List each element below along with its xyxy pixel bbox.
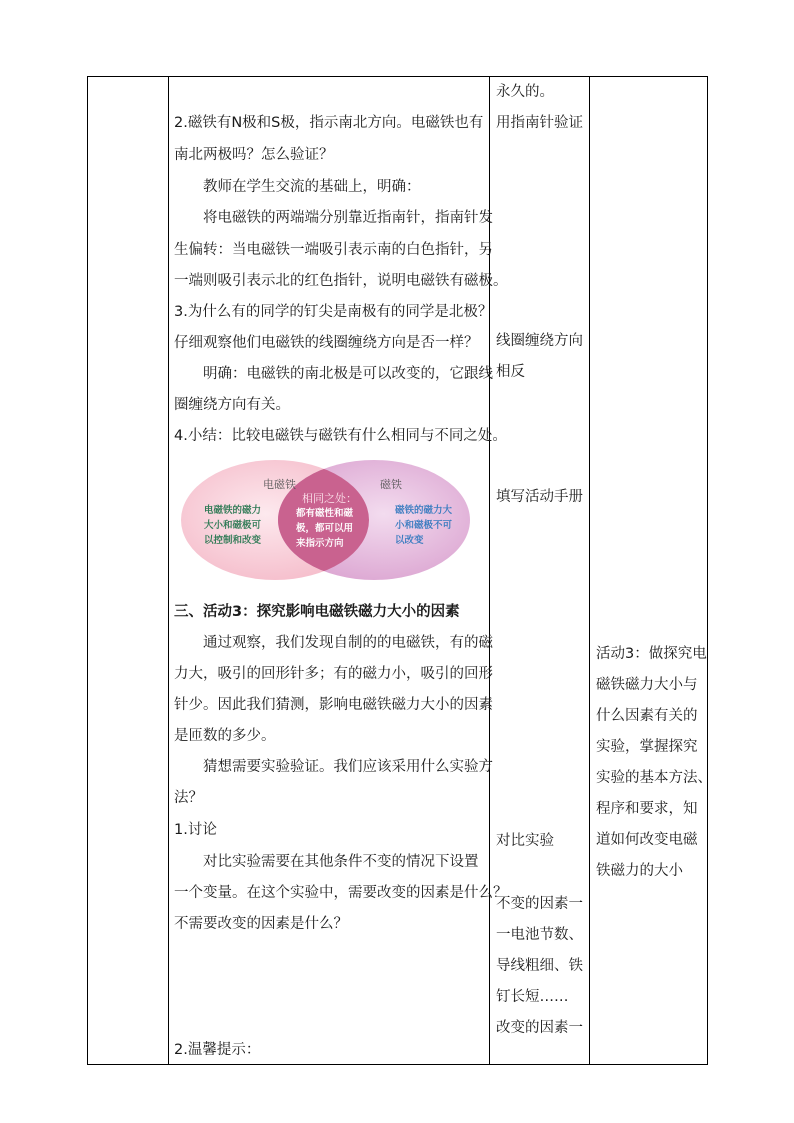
table-left-border bbox=[87, 76, 88, 1065]
goal-line-4: 实验，掌握探究 bbox=[596, 739, 698, 755]
tips-heading: 2.温馨提示： bbox=[174, 1042, 261, 1058]
activity-3-para-1-line-2: 力大，吸引的回形针多；有的磁力小，吸引的回形 bbox=[174, 666, 493, 682]
student-constant-line-1: 不变的因素一 bbox=[496, 896, 583, 912]
summary-question: 4.小结：比较电磁铁与磁铁有什么相同与不同之处。 bbox=[174, 428, 507, 444]
venn-left-text-1: 电磁铁的磁力 bbox=[204, 505, 262, 516]
student-coil-line-1: 线圈缠绕方向 bbox=[496, 333, 583, 349]
venn-center-text-3: 来指示方向 bbox=[296, 538, 344, 549]
goal-line-3: 什么因素有关的 bbox=[596, 708, 698, 724]
activity-3-para-1-line-1: 通过观察，我们发现自制的的电磁铁，有的磁 bbox=[203, 635, 493, 651]
teacher-clarify: 教师在学生交流的基础上，明确： bbox=[203, 179, 421, 195]
question-3-line-2: 仔细观察他们电磁铁的线圈缠绕方向是否一样？ bbox=[174, 335, 479, 351]
answer-2-line-1: 将电磁铁的两端端分别靠近指南针，指南针发 bbox=[203, 210, 493, 226]
student-permanent: 永久的。 bbox=[496, 84, 554, 100]
venn-diagram bbox=[178, 458, 478, 584]
goal-line-5: 实验的基本方法、 bbox=[596, 770, 712, 786]
student-constant-line-3: 导线粗细、铁 bbox=[496, 958, 583, 974]
table-top-border bbox=[87, 76, 708, 77]
answer-2-line-2: 生偏转：当电磁铁一端吸引表示南的白色指针，另 bbox=[174, 242, 493, 258]
venn-right-text-3: 以改变 bbox=[395, 535, 424, 546]
goal-line-2: 磁铁磁力大小与 bbox=[596, 677, 698, 693]
student-coil-line-2: 相反 bbox=[496, 364, 525, 380]
question-3-line-1: 3.为什么有的同学的钉尖是南极有的同学是北极？ bbox=[174, 304, 493, 320]
discussion-heading: 1.讨论 bbox=[174, 822, 217, 838]
table-right-border bbox=[707, 76, 708, 1065]
activity-3-para-2-line-2: 法？ bbox=[174, 790, 203, 806]
activity-3-para-1-line-4: 是匝数的多少。 bbox=[174, 728, 276, 744]
student-contrast: 对比实验 bbox=[496, 833, 554, 849]
goal-line-7: 道如何改变电磁 bbox=[596, 832, 698, 848]
discussion-line-3: 不需要改变的因素是什么？ bbox=[174, 916, 348, 932]
activity-3-para-2-line-1: 猜想需要实验验证。我们应该采用什么实验方 bbox=[203, 759, 493, 775]
student-handbook: 填写活动手册 bbox=[496, 489, 583, 505]
student-constant-line-4: 钉长短…… bbox=[496, 989, 569, 1005]
goal-line-1: 活动3：做探究电 bbox=[596, 646, 707, 662]
student-constant-line-2: 一电池节数、 bbox=[496, 927, 583, 943]
column-divider-1 bbox=[168, 76, 169, 1065]
venn-left-title: 电磁铁 bbox=[263, 478, 296, 491]
student-verify: 用指南针验证 bbox=[496, 115, 583, 131]
question-2-line-1: 2.磁铁有N极和S极，指示南北方向。电磁铁也有 bbox=[174, 115, 484, 131]
venn-center-title: 相同之处： bbox=[302, 492, 357, 505]
venn-center-text-1: 都有磁性和磁 bbox=[296, 508, 354, 519]
answer-2-line-3: 一端则吸引表示北的红色指针，说明电磁铁有磁极。 bbox=[174, 273, 508, 289]
answer-3-line-1: 明确：电磁铁的南北极是可以改变的，它跟线 bbox=[203, 366, 493, 382]
venn-left-text-3: 以控制和改变 bbox=[204, 535, 262, 546]
column-divider-3 bbox=[589, 76, 590, 1065]
student-changed: 改变的因素一 bbox=[496, 1020, 583, 1036]
venn-right-title: 磁铁 bbox=[380, 478, 402, 491]
venn-right-text-2: 小和磁极不可 bbox=[395, 520, 453, 531]
question-2-line-2: 南北两极吗？怎么验证？ bbox=[174, 147, 334, 163]
goal-line-6: 程序和要求，知 bbox=[596, 801, 698, 817]
goal-line-8: 铁磁力的大小 bbox=[596, 863, 683, 879]
venn-right-text-1: 磁铁的磁力大 bbox=[395, 505, 453, 516]
answer-3-line-2: 圈缠绕方向有关。 bbox=[174, 397, 290, 413]
discussion-line-2: 一个变量。在这个实验中，需要改变的因素是什么？ bbox=[174, 885, 508, 901]
activity-3-para-1-line-3: 针少。因此我们猜测，影响电磁铁磁力大小的因素 bbox=[174, 697, 493, 713]
discussion-line-1: 对比实验需要在其他条件不变的情况下设置 bbox=[203, 854, 479, 870]
activity-3-heading: 三、活动3：探究影响电磁铁磁力大小的因素 bbox=[174, 604, 460, 620]
venn-left-text-2: 大小和磁极可 bbox=[204, 520, 262, 531]
venn-center-text-2: 极，都可以用 bbox=[296, 523, 354, 534]
